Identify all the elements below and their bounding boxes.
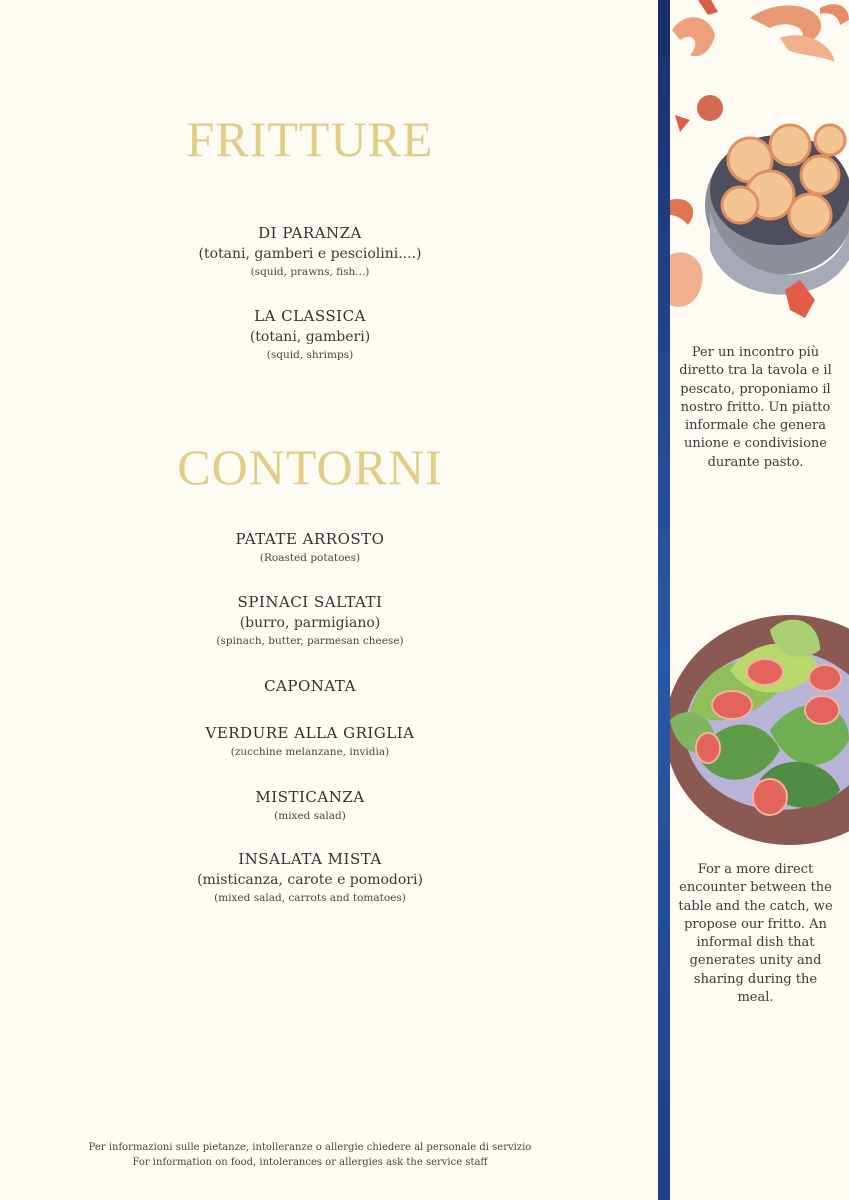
- allergy-notice-it: Per informazioni sulle pietanze, intolleranze o allergie chiedere al personale di servizio: [88, 1142, 532, 1153]
- sidebar-text-italian: Per un incontro più diretto tra la tavola e il pescato, proponiamo il nostro fritto. Un piatto informale che genera unione e condivisione durante pasto.: [679, 345, 832, 470]
- blue-divider-band: [658, 0, 670, 1200]
- item-name: INSALATA MISTA: [238, 850, 382, 868]
- item-translation: (squid, shrimps): [266, 349, 354, 361]
- menu-item-la-classica: [0, 305, 620, 363]
- item-translation: (spinach, butter, parmesan cheese): [216, 635, 404, 647]
- allergy-notice-en: For information on food, intolerances or allergies ask the service staff: [132, 1157, 488, 1168]
- item-name: CAPONATA: [264, 677, 356, 695]
- item-ingredients: (misticanza, carote e pomodori): [197, 872, 423, 888]
- menu-item-insalata-mista: [0, 848, 620, 906]
- allergy-notice: [0, 1140, 620, 1170]
- item-translation: (squid, prawns, fish...): [250, 266, 370, 278]
- menu-item-verdure-alla-griglia: [0, 722, 620, 760]
- item-name: PATATE ARROSTO: [235, 530, 385, 548]
- fried-shrimp-bowl-illustration: [670, 0, 849, 325]
- section-title-fritture: FRITTURE: [186, 111, 434, 167]
- item-translation: (Roasted potatoes): [259, 552, 361, 564]
- item-name: DI PARANZA: [258, 224, 362, 242]
- salad-plate-illustration: [670, 610, 849, 850]
- menu-item-caponata: [0, 675, 620, 697]
- item-name: MISTICANZA: [255, 788, 365, 806]
- item-name: SPINACI SALTATI: [237, 593, 383, 611]
- menu-item-di-paranza: [0, 222, 620, 280]
- menu-item-patate-arrosto: [0, 528, 620, 566]
- item-translation: (mixed salad, carrots and tomatoes): [214, 892, 406, 904]
- item-name: LA CLASSICA: [254, 307, 366, 325]
- section-title-contorni: CONTORNI: [177, 439, 443, 495]
- item-name: VERDURE ALLA GRIGLIA: [205, 724, 415, 742]
- menu-item-misticanza: [0, 786, 620, 824]
- sidebar-text-english: For a more direct encounter between the table and the catch, we propose our fritto. An informal dish that generates unity and sharing during the meal.: [678, 862, 833, 1006]
- item-ingredients: (totani, gamberi): [249, 329, 371, 345]
- item-ingredients: (totani, gamberi e pesciolini....): [198, 246, 422, 262]
- item-ingredients: (burro, parmigiano): [239, 615, 381, 631]
- item-translation: (zucchine melanzane, invidia): [230, 746, 390, 758]
- menu-item-spinaci-saltati: [0, 591, 620, 649]
- item-translation: (mixed salad): [274, 810, 346, 822]
